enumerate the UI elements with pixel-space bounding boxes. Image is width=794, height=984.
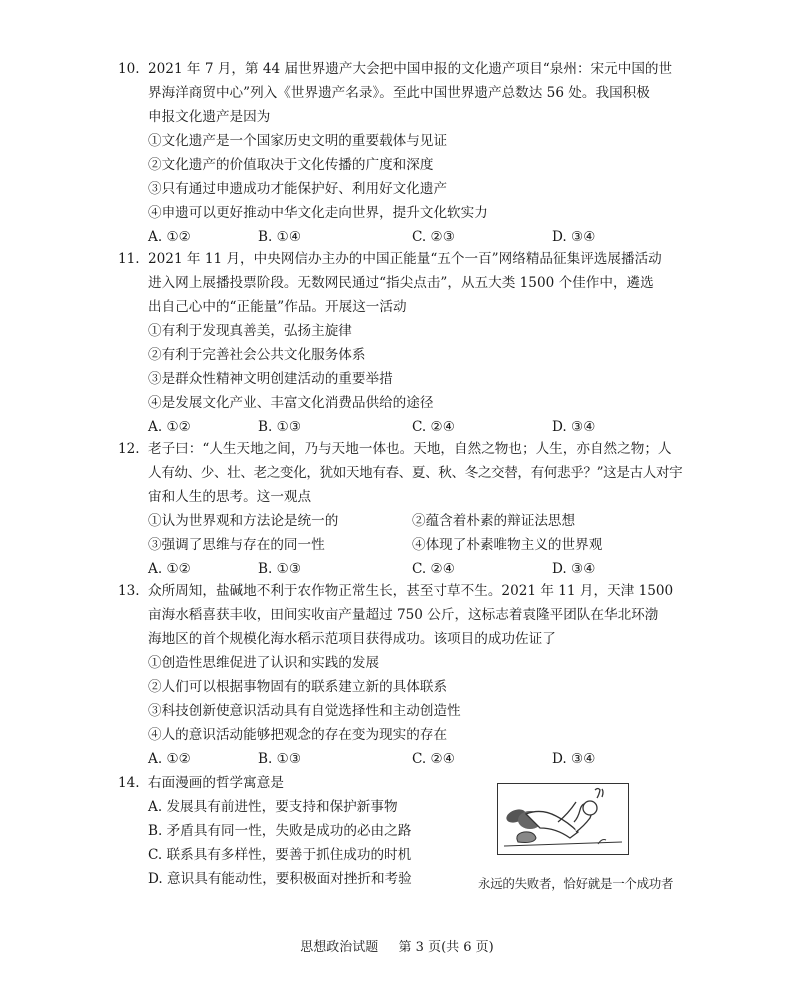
question-stem-line: 出自己心中的“正能量”作品。开展这一活动 <box>148 299 407 315</box>
footer-subject: 思想政治试题 <box>300 940 379 955</box>
statement: ①创造性思维促进了认识和实践的发展 <box>148 655 380 671</box>
statement: ③是群众性精神文明创建活动的重要举措 <box>148 371 393 387</box>
statement: ④申遗可以更好推动中华文化走向世界，提升文化软实力 <box>148 205 488 221</box>
question-stem-line: 海地区的首个规模化海水稻示范项目获得成功。该项目的成功佐证了 <box>148 631 556 647</box>
page-footer <box>0 936 794 955</box>
question-number: 14. <box>118 775 140 791</box>
option-a: A. ①② <box>148 561 191 577</box>
statement: ①文化遗产是一个国家历史文明的重要载体与见证 <box>148 133 448 149</box>
statement: ④人的意识活动能够把观念的存在变为现实的存在 <box>148 727 448 743</box>
question-stem-line: 2021 年 11 月，中央网信办主办的中国正能量“五个一百”网络精品征集评选展播活动 <box>148 251 662 267</box>
question-number: 13. <box>118 583 140 599</box>
option-c: C. ②④ <box>412 751 455 767</box>
footer-page-number: 第 3 页(共 6 页) <box>398 940 494 955</box>
question-stem-line: 申报文化遗产是因为 <box>148 109 271 125</box>
option-b: B. 矛盾具有同一性，失败是成功的必由之路 <box>148 823 412 839</box>
statement: ②有利于完善社会公共文化服务体系 <box>148 347 366 363</box>
option-d: D. ③④ <box>552 419 596 435</box>
statement: ②文化遗产的价值取决于文化传播的广度和深度 <box>148 157 434 173</box>
option-d: D. ③④ <box>552 751 596 767</box>
question-stem-line: 人有幼、少、壮、老之变化，犹如天地有春、夏、秋、冬之交替，有何悲乎？”这是古人对宇 <box>148 465 683 481</box>
option-c: C. ②③ <box>412 229 455 245</box>
question-stem-line: 亩海水稻喜获丰收，田间实收亩产量超过 750 公斤，这标志着袁隆平团队在华北环渤 <box>148 607 659 623</box>
option-a: A. 发展具有前进性，要支持和保护新事物 <box>148 799 398 815</box>
option-a: A. ①② <box>148 229 191 245</box>
option-c: C. ②④ <box>412 561 455 577</box>
option-b: B. ①③ <box>258 561 302 577</box>
statement: ②人们可以根据事物固有的联系建立新的具体联系 <box>148 679 448 695</box>
option-a: A. ①② <box>148 751 191 767</box>
cartoon-drawing <box>498 784 628 854</box>
question-stem-line: 众所周知，盐碱地不利于农作物正常生长，甚至寸草不生。2021 年 11 月，天津 1500 <box>148 583 674 599</box>
statement: ①认为世界观和方法论是统一的 <box>148 513 339 529</box>
question-stem-line: 进入网上展播投票阶段。无数网民通过“指尖点击”，从五大类 1500 个佳作中，遴选 <box>148 275 654 291</box>
statement: ③科技创新使意识活动具有自觉选择性和主动创造性 <box>148 703 461 719</box>
question-stem-line: 右面漫画的哲学寓意是 <box>148 775 284 791</box>
option-b: B. ①③ <box>258 751 302 767</box>
option-b: B. ①③ <box>258 419 302 435</box>
statement: ①有利于发现真善美，弘扬主旋律 <box>148 323 352 339</box>
question-stem-line: 老子曰：“人生天地之间，乃与天地一体也。天地，自然之物也；人生，亦自然之物；人 <box>148 441 672 457</box>
statement: ④是发展文化产业、丰富文化消费品供给的途径 <box>148 395 434 411</box>
cartoon-caption: 永远的失败者，恰好就是一个成功者 <box>478 876 674 891</box>
statement: ③强调了思维与存在的同一性 <box>148 537 325 553</box>
question-number: 12. <box>118 441 140 457</box>
question-number: 11. <box>118 251 140 267</box>
option-a: A. ①② <box>148 419 191 435</box>
question-number: 10. <box>118 61 140 77</box>
question-stem-line: 界海洋商贸中心”列入《世界遗产名录》。至此中国世界遗产总数达 56 处。我国积极 <box>148 85 650 101</box>
option-d: D. ③④ <box>552 561 596 577</box>
statement: ②蕴含着朴素的辩证法思想 <box>412 513 576 529</box>
option-b: B. ①④ <box>258 229 302 245</box>
question-stem-line: 2021 年 7 月，第 44 届世界遗产大会把中国申报的文化遗产项目“泉州：宋元中国的世 <box>148 61 673 77</box>
statement: ③只有通过申遗成功才能保护好、利用好文化遗产 <box>148 181 448 197</box>
question-stem-line: 宙和人生的思考。这一观点 <box>148 489 312 505</box>
option-c: C. 联系具有多样性，要善于抓住成功的时机 <box>148 847 412 863</box>
option-c: C. ②④ <box>412 419 455 435</box>
option-d: D. ③④ <box>552 229 596 245</box>
statement: ④体现了朴素唯物主义的世界观 <box>412 537 603 553</box>
option-d: D. 意识具有能动性，要积极面对挫折和考验 <box>148 871 412 887</box>
cartoon-image <box>497 783 629 855</box>
